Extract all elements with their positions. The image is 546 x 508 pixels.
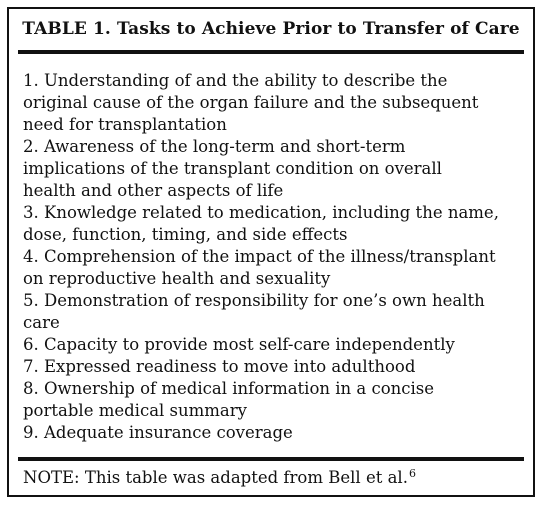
task-item-4-line-2: on reproductive health and sexuality [23, 269, 331, 288]
task-item-4 [23, 246, 535, 290]
task-item-7 [23, 356, 535, 378]
task-item-6-line-1: 6. Capacity to provide most self-care independently [23, 335, 455, 354]
task-item-1-line-2: original cause of the organ failure and the subsequent [23, 93, 479, 112]
task-item-4-line-1: 4. Comprehension of the impact of the illness/transplant [23, 247, 496, 266]
task-item-8-line-2: portable medical summary [23, 401, 247, 420]
table-note-text: NOTE: This table was adapted from Bell et al. [23, 468, 408, 487]
task-item-1 [23, 70, 535, 136]
table-title: TABLE 1. Tasks to Achieve Prior to Transfer of Care [22, 19, 520, 39]
task-item-9-line-1: 9. Adequate insurance coverage [23, 423, 293, 442]
task-item-3-line-1: 3. Knowledge related to medication, including the name, [23, 203, 499, 222]
task-item-6 [23, 334, 535, 356]
task-item-2 [23, 136, 535, 202]
table-note [23, 467, 416, 489]
task-item-2-line-2: implications of the transplant condition on overall [23, 159, 442, 178]
task-item-7-line-1: 7. Expressed readiness to move into adulthood [23, 357, 416, 376]
task-item-8-line-1: 8. Ownership of medical information in a concise [23, 379, 435, 398]
task-item-2-line-1: 2. Awareness of the long-term and short-term [23, 137, 406, 156]
task-item-2-line-3: health and other aspects of life [23, 181, 284, 200]
table-frame [7, 7, 535, 497]
task-item-5 [23, 290, 535, 334]
task-item-5-line-2: care [23, 313, 60, 332]
task-list [23, 70, 535, 444]
task-item-8 [23, 378, 535, 422]
title-divider [18, 50, 524, 54]
task-item-3-line-2: dose, function, timing, and side effects [23, 225, 348, 244]
table-note-reference: 6 [408, 467, 416, 480]
task-item-1-line-1: 1. Understanding of and the ability to describe the [23, 71, 448, 90]
note-divider [18, 457, 524, 461]
task-item-1-line-3: need for transplantation [23, 115, 227, 134]
task-item-5-line-1: 5. Demonstration of responsibility for one’s own health [23, 291, 485, 310]
task-item-3 [23, 202, 535, 246]
task-item-9 [23, 422, 535, 444]
